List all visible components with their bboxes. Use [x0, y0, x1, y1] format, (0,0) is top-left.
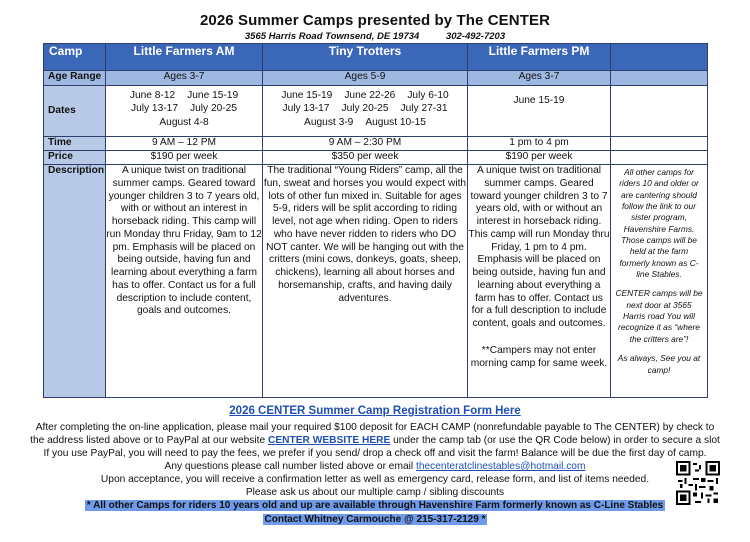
instructions-line-2a: the address listed above or to PayPal at our website [30, 435, 268, 446]
registration-form-link[interactable]: 2026 CENTER Summer Camp Registration Form Here [229, 405, 521, 417]
price-am: $190 per week [106, 151, 263, 165]
time-label: Time [44, 137, 106, 151]
dates-blank [611, 86, 708, 137]
email-link[interactable]: thecenteratclinestables@hotmail.com [415, 461, 586, 472]
header-blank [611, 44, 708, 71]
date-item: June 15-19 [187, 90, 239, 101]
instructions-line-4a: Any questions please call number listed above or email [164, 461, 416, 472]
date-item: July 13-17 [130, 103, 178, 115]
age-blank [611, 71, 708, 86]
side-note-3: As always, See you at camp! [617, 353, 701, 375]
header-little-farmers-pm: Little Farmers PM [468, 44, 611, 71]
dates-tt [263, 86, 468, 137]
highlight-text-2: Contact Whitney Carmouche @ 215-317-2129 * [264, 514, 486, 525]
website-link[interactable]: CENTER WEBSITE HERE [268, 435, 391, 446]
header-tiny-trotters: Tiny Trotters [263, 44, 468, 71]
date-item: June 22-26 [344, 90, 396, 101]
description-label: Description [44, 165, 106, 398]
table-header-row [44, 44, 708, 71]
description-pm-text: A unique twist on traditional summer camps. Geared toward younger children 3 to 7 years old, with or without an interest in horseback riding. This camp will run Monday thru Friday, 1 pm to 4 pm. Emphasis will be placed on being outside, having fun and learning about everything a farm has to offer. Contact us for a full description to include content, goals and outcomes. [468, 165, 610, 329]
date-item: July 13-17 [282, 103, 330, 115]
description-tt: The traditional “Young Riders” camp, all the fun, sweat and horses you would expect with lots of other fun mixed in. Suitable for ages 5-9, riders will be split according to riding level, not age when riding. Open to riders who have never ridden to riders who DO NOT canter. We will be hanging out with the critters (mini cows, donkeys, goats, sheep, chickens), learning all about horses and horsemanship, crafts, and having daily adventures. [263, 165, 468, 398]
dates-row [44, 86, 708, 137]
price-row [44, 151, 708, 165]
date-item: August 10-15 [365, 116, 426, 128]
instructions-line-2b: under the camp tab (or use the QR Code below) in order to secure a slot [390, 435, 720, 446]
age-am: Ages 3-7 [106, 71, 263, 86]
instructions-line-3: If you use PayPal, you will need to pay the fees, we prefer if you send/ drop a check off and visit the farm! Balance will be due the first day of camp. [43, 448, 707, 459]
date-item: June 8-12 [129, 90, 176, 101]
price-blank [611, 151, 708, 165]
side-note-2: CENTER camps will be next door at 3565 Harris road You will recognize it as “where the critters are”! [615, 288, 703, 344]
price-tt: $350 per week [263, 151, 468, 165]
side-note [611, 165, 708, 398]
highlight-text-1: * All other Camps for riders 10 years old and up are available through Havenshire Farm formerly known as C-Line Stables [86, 500, 664, 511]
side-note-1: All other camps for riders 10 and older or are cantering should follow the link to our sister program, Havenshire Farms. Those camps will be held at the farm formerly known as C-line Stables. [619, 167, 699, 280]
dates-am [106, 86, 263, 137]
dates-label: Dates [44, 86, 106, 137]
date-item: July 20-25 [190, 103, 238, 115]
description-pm [468, 165, 611, 398]
price-label: Price [44, 151, 106, 165]
age-pm: Ages 3-7 [468, 71, 611, 86]
qr-code-icon[interactable] [676, 461, 720, 505]
header-little-farmers-am: Little Farmers AM [106, 44, 263, 71]
time-pm: 1 pm to 4 pm [468, 137, 611, 151]
page-title: 2026 Summer Camps presented by The CENTER [199, 12, 551, 29]
date-item: August 4-8 [159, 116, 209, 128]
dates-pm [468, 86, 611, 137]
description-pm-note: **Campers may not enter morning camp for same week. [470, 344, 608, 369]
instructions-line-4 [0, 461, 750, 472]
time-tt: 9 AM – 2:30 PM [263, 137, 468, 151]
address: 3565 Harris Road Townsend, DE 19734 [244, 31, 420, 42]
camps-table [43, 43, 708, 398]
date-item: July 27-31 [400, 103, 448, 115]
address-line [0, 31, 750, 42]
date-item: July 6-10 [407, 90, 449, 101]
header-camp: Camp [44, 44, 106, 71]
highlight-line-1 [0, 500, 750, 511]
age-row [44, 71, 708, 86]
time-blank [611, 137, 708, 151]
description-am: A unique twist on traditional summer camps. Geared toward younger children 3 to 7 years old, with or without an interest in horseback riding. This camp will run Monday thru Friday, 9am to 12 pm. Emphasis will be placed on being outside, having fun and learning about everything a farm has to offer. Contact us for a full description to include content, goals and outcomes. [106, 165, 263, 398]
description-row [44, 165, 708, 398]
age-tt: Ages 5-9 [263, 71, 468, 86]
time-row [44, 137, 708, 151]
instructions-line-6: Please ask us about our multiple camp / sibling discounts [245, 487, 505, 498]
instructions-line-2 [0, 435, 750, 446]
date-item: August 3-9 [304, 116, 354, 128]
date-item: July 20-25 [341, 103, 389, 115]
instructions-line-5: Upon acceptance, you will receive a confirmation letter as well as emergency card, release form, and list of items needed. [100, 474, 650, 485]
highlight-line-2 [0, 514, 750, 525]
price-pm: $190 per week [468, 151, 611, 165]
age-label: Age Range [44, 71, 106, 86]
date-item: June 15-19 [513, 95, 565, 106]
phone: 302-492-7203 [445, 31, 506, 42]
time-am: 9 AM – 12 PM [106, 137, 263, 151]
instructions-line-1: After completing the on-line application, please mail your required $100 deposit for EACH CAMP (nonrefundable payable to The CENTER) by check to [35, 422, 715, 433]
date-item: June 15-19 [281, 90, 333, 101]
